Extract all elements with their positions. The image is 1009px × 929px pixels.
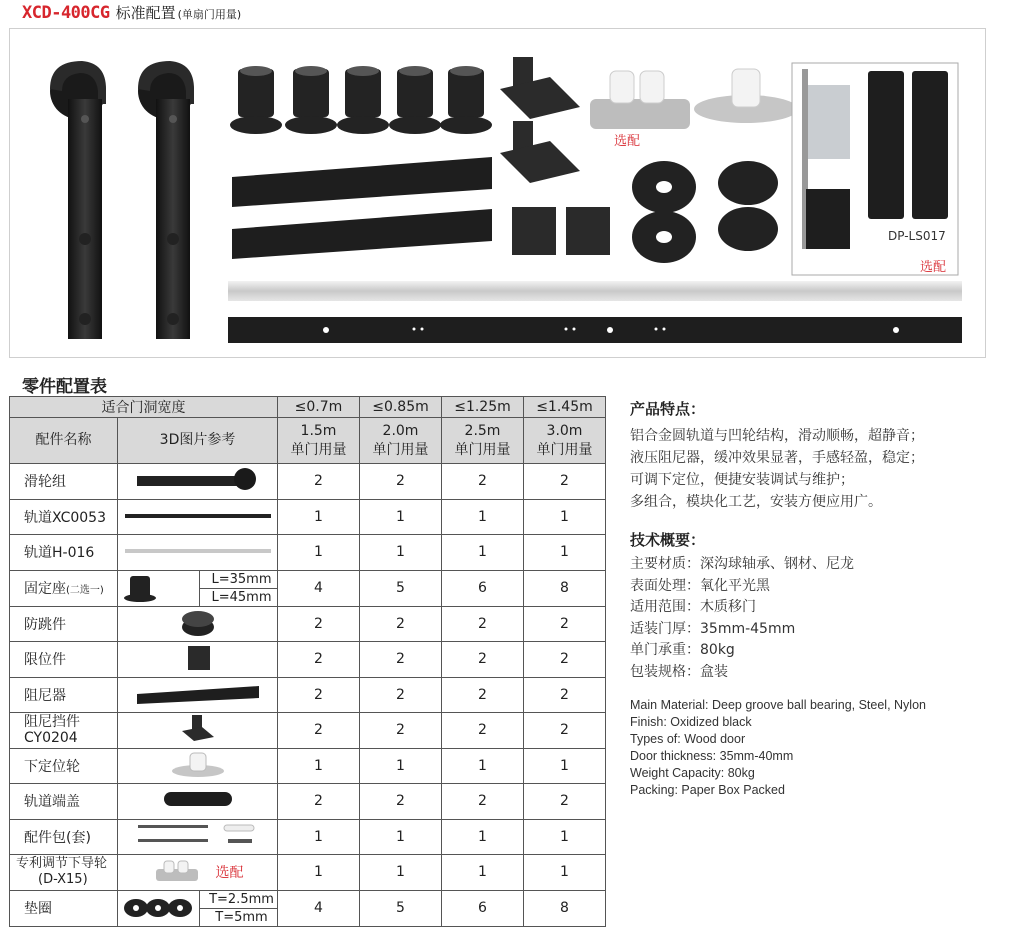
feature-line: 可调下定位，便捷安装调试与维护； [630,472,854,488]
parts-table-title: 零件配置表 [22,377,107,397]
qty-cell: 4 [278,570,360,606]
table-row [10,535,606,571]
roller-hanger-icon [50,61,194,339]
qty-cell: 1 [360,819,442,855]
end-cap-icon [158,786,238,812]
qty-cell: 2 [442,464,524,500]
table-row [10,499,606,535]
tech-line: 表面处理：氧化平光黑 [630,577,770,594]
qty-cell: 8 [524,570,606,606]
features-title: 产品特点： [630,400,706,418]
qty-cell: 6 [442,570,524,606]
qty-cell: 1 [524,748,606,784]
qty-cell: 1 [360,855,442,891]
tech-line: 包装规格：盒装 [630,663,728,680]
qty-cell: 1 [524,819,606,855]
qty-cell: 2 [278,642,360,678]
qty-cell: 1 [524,535,606,571]
qty-cell: 2 [524,642,606,678]
length-45-label: L=45mm [211,589,272,605]
qty-cell: 2 [278,784,360,820]
qty-cell: 1 [278,499,360,535]
model-number: XCD-400CG [22,3,110,23]
usage-col-3: 2.5m 单门用量 [442,418,524,464]
qty-cell: 2 [442,677,524,713]
qty-cell: 1 [442,819,524,855]
table-row [10,890,606,926]
qty-cell: 6 [442,890,524,926]
usage-col-2: 2.0m 单门用量 [360,418,442,464]
hardware-kit-illustration [10,29,985,357]
part-image [118,464,278,500]
width-header: 适合门洞宽度 [10,397,278,418]
part-image [118,819,278,855]
part-image [118,855,278,891]
qty-cell: 2 [524,464,606,500]
qty-cell: 2 [524,713,606,749]
page-title: 标准配置 [115,4,176,22]
part-image [118,677,278,713]
lock-panel [792,63,958,275]
qty-cell: 4 [278,890,360,926]
qty-cell: 1 [524,855,606,891]
thickness-25-label: T=2.5mm [200,891,277,909]
feature-line: 液压阻尼器，缓冲效果显著，手感轻盈，稳定； [630,450,924,466]
qty-cell: 2 [278,464,360,500]
usage-col-4: 3.0m 单门用量 [524,418,606,464]
table-row [10,606,606,642]
tech-line: 适用范围：木质移门 [630,599,756,615]
english-spec-line: Types of: Wood door [630,732,746,746]
limiter-icon [512,207,610,255]
qty-cell: 8 [524,890,606,926]
table-row [10,642,606,678]
limiter-icon [182,642,214,672]
table-row [10,677,606,713]
qty-cell: 1 [278,535,360,571]
spacer-icon [230,66,492,134]
part-name: 防跳件 [10,606,118,642]
qty-cell: 5 [360,890,442,926]
anti-jump-icon [178,607,218,637]
english-spec-line: Door thickness: 35mm-40mm [630,749,794,763]
qty-cell: 2 [278,713,360,749]
part-image [118,784,278,820]
part-name: 轨道端盖 [10,784,118,820]
option-label-1: 选配 [614,134,641,149]
qty-cell: 1 [360,535,442,571]
part-name: 滑轮组 [10,464,118,500]
thickness-5-label: T=5mm [215,909,268,925]
bracket-icon [500,57,580,183]
steel-rail-icon [123,511,273,521]
washer-icon [122,895,194,921]
table-header-row-1 [10,397,606,418]
qty-cell: 1 [442,499,524,535]
english-specs [630,697,1000,799]
part-image [118,535,278,571]
part-name: 垫圈 [10,890,118,926]
aluminum-rail-icon [123,546,273,556]
qty-cell: 2 [278,606,360,642]
width-col-2: ≤0.85m [360,397,442,418]
width-col-1: ≤0.7m [278,397,360,418]
part-name: 限位件 [10,642,118,678]
part-image [118,748,278,784]
tech-title: 技术概要： [630,531,706,549]
qty-cell: 2 [360,677,442,713]
qty-cell: 1 [278,748,360,784]
part-image [118,713,278,749]
product-image-panel [9,28,986,358]
part-name: 轨道XC0053 [10,499,118,535]
qty-cell: 2 [442,606,524,642]
features-panel [630,398,1000,799]
qty-cell: 2 [360,713,442,749]
part-image [118,642,278,678]
qty-cell: 2 [524,784,606,820]
part-name: 轨道H-016 [10,535,118,571]
part-name: 阻尼挡件 CY0204 [10,713,118,749]
english-spec-line: Finish: Oxidized black [630,715,752,729]
qty-cell: 2 [442,642,524,678]
qty-cell: 1 [360,499,442,535]
qty-cell: 1 [442,855,524,891]
patent-guide-wheel-icon [152,859,202,885]
english-spec-line: Main Material: Deep groove ball bearing, Steel, Nylon [630,698,926,712]
part-name: 下定位轮 [10,748,118,784]
length-35-label: L=35mm [200,571,277,589]
part-name: 阻尼器 [10,677,118,713]
guide-wheel-icon [590,69,798,129]
option-label-2: 选配 [920,260,947,275]
width-col-3: ≤1.25m [442,397,524,418]
table-row [10,855,606,891]
table-row [10,570,606,606]
tech-line: 适装门厚：35mm-45mm [630,620,796,637]
part-name: 固定座(二选一) [10,570,118,606]
guide-wheel-icon [170,749,226,779]
qty-cell: 1 [442,535,524,571]
usage-col-1: 1.5m 单门用量 [278,418,360,464]
feature-line: 多组合，模块化工艺，安装方便应用广。 [630,494,882,510]
steel-rail-icon [228,317,962,343]
part-image [118,890,278,926]
damper-icon [232,157,492,259]
qty-cell: 1 [360,748,442,784]
table-row [10,819,606,855]
qty-cell: 2 [360,642,442,678]
qty-cell: 2 [278,677,360,713]
table-row [10,713,606,749]
damper-stop-icon [178,713,218,743]
qty-cell: 2 [524,677,606,713]
qty-cell: 1 [442,748,524,784]
qty-cell: 2 [442,713,524,749]
qty-cell: 5 [360,570,442,606]
part-name: 专利调节下导轮 (D-X15) [10,855,118,891]
damper-icon [133,680,263,706]
table-header-row-2 [10,418,606,464]
title-bar [22,2,241,28]
english-spec-line: Weight Capacity: 80kg [630,766,755,780]
qty-cell: 2 [524,606,606,642]
part-image [118,499,278,535]
tech-line: 主要材质：深沟球轴承、钢材、尼龙 [630,556,854,572]
aluminum-rail-icon [228,281,962,301]
roller-set-icon [133,466,263,492]
option-label: 选配 [215,865,244,882]
english-spec-line: Packing: Paper Box Packed [630,783,785,797]
qty-cell: 2 [360,464,442,500]
feature-line: 铝合金圆轨道与凹轮结构，滑动顺畅，超静音； [630,428,924,444]
fastener-pack-icon [128,821,268,849]
qty-cell: 1 [278,819,360,855]
part-image [118,606,278,642]
table-row [10,784,606,820]
tech-line: 单门承重：80kg [630,642,735,658]
qty-cell: 2 [442,784,524,820]
spacer-icon [122,574,162,602]
washer-icon [632,161,778,263]
page-subtitle: (单扇门用量) [177,8,242,21]
parts-table [9,396,606,927]
name-header: 配件名称 [10,418,118,464]
width-col-4: ≤1.45m [524,397,606,418]
part-name: 配件包(套) [10,819,118,855]
part-image [118,570,278,606]
table-row [10,748,606,784]
qty-cell: 2 [360,606,442,642]
lock-model-label: DP-LS017 [888,229,946,243]
qty-cell: 1 [524,499,606,535]
table-row [10,464,606,500]
qty-cell: 2 [360,784,442,820]
image-header: 3D图片参考 [118,418,278,464]
qty-cell: 1 [278,855,360,891]
